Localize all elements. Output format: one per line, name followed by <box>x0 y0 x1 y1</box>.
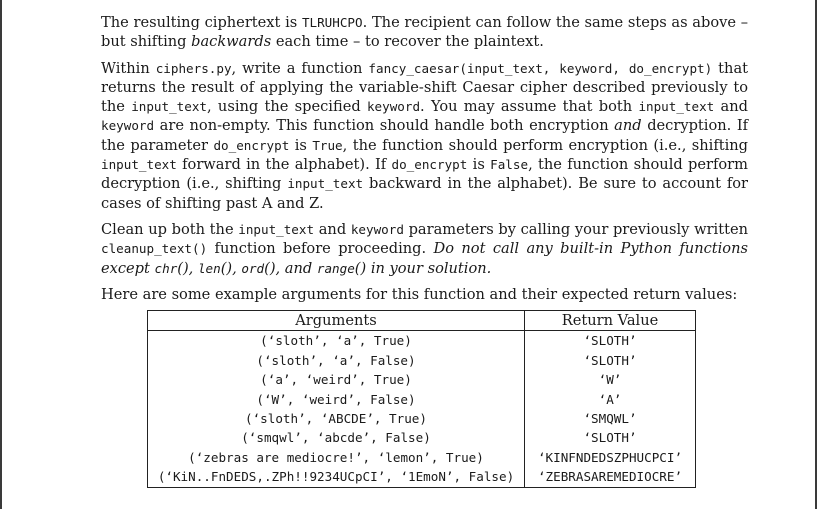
value-code: False <box>490 157 529 173</box>
text: . The recipient can follow the same steps as above – but shifting <box>101 14 748 51</box>
text: forward in the alphabet). If <box>176 156 392 174</box>
return-cell: ‘SLOTH’ <box>525 351 696 370</box>
arguments-cell: (‘sloth’, ‘ABCDE’, True) <box>148 409 525 428</box>
function-code: len <box>197 260 221 276</box>
text: is <box>289 136 313 154</box>
text: (), and <box>264 259 317 277</box>
arguments-cell: (‘zebras are mediocre!’, ‘lemon’, True) <box>148 448 525 467</box>
emphasis-backwards: backwards <box>191 33 272 51</box>
text: (), <box>177 259 198 277</box>
text: are non-empty. This function should handle both encryption <box>154 117 615 135</box>
arguments-cell: (‘smqwl’, ‘abcde’, False) <box>148 428 525 447</box>
examples-table <box>147 310 696 488</box>
ciphertext-code: TLRUHCPO <box>301 15 363 30</box>
table-header-row <box>148 311 696 331</box>
text: , write a function <box>231 59 369 77</box>
param-code: input_text <box>131 99 208 115</box>
emphasis-and: and <box>614 117 642 135</box>
paragraph-ciphertext <box>101 13 748 52</box>
table-row <box>148 370 696 389</box>
text: decryption. If the parameter <box>101 117 749 154</box>
return-cell: ‘SLOTH’ <box>525 331 696 351</box>
text: , using the specified <box>207 98 367 116</box>
filename-code: ciphers.py <box>155 60 232 76</box>
document-body <box>101 13 748 311</box>
text: backward in the alphabet). Be sure to account for cases of shifting past A and Z. <box>101 175 748 212</box>
table-row <box>148 428 696 447</box>
param-code: input_text <box>638 99 715 115</box>
paragraph-cleanup <box>101 220 748 278</box>
return-cell: ‘KINFNDEDSZPHUCPCI’ <box>525 448 696 467</box>
return-cell: ‘SLOTH’ <box>525 428 696 447</box>
table-row <box>148 390 696 409</box>
function-code: cleanup_text() <box>101 241 208 257</box>
text: function before proceeding. <box>207 240 434 258</box>
function-code: ord <box>241 260 265 276</box>
text: and <box>714 98 748 116</box>
text: The resulting ciphertext is <box>101 14 302 31</box>
text: and <box>314 220 351 238</box>
text: is <box>467 156 491 174</box>
paragraph-examples-intro: Here are some example arguments for this function and their expected return values: <box>101 285 738 303</box>
text: , the function should perform encryption (i.e., shifting <box>342 136 748 154</box>
param-code: input_text <box>101 157 177 173</box>
header-return-value: Return Value <box>525 311 696 331</box>
arguments-cell: (‘a’, ‘weird’, True) <box>148 370 525 389</box>
table-row <box>148 448 696 467</box>
return-cell: ‘ZEBRASAREMEDIOCRE’ <box>525 467 696 487</box>
arguments-cell: (‘sloth’, ‘a’, True) <box>148 331 525 351</box>
table-row <box>148 467 696 487</box>
text: Do not call any built-in Python functions except <box>101 240 748 277</box>
table-row <box>148 351 696 370</box>
function-code: chr <box>154 260 178 276</box>
param-code: keyword <box>350 221 404 237</box>
param-code: do_encrypt <box>213 137 290 153</box>
paragraph-function-spec <box>101 59 748 213</box>
text: , the function should perform decryption (i.e., shifting <box>101 156 748 193</box>
text: parameters by calling your previously written <box>403 220 748 238</box>
return-cell: ‘A’ <box>525 390 696 409</box>
param-code: do_encrypt <box>391 157 468 173</box>
param-code: keyword <box>366 99 421 115</box>
header-arguments: Arguments <box>148 311 525 331</box>
table-row <box>148 331 696 351</box>
arguments-cell: (‘W’, ‘weird’, False) <box>148 390 525 409</box>
return-cell: ‘W’ <box>525 370 696 389</box>
text: each time – to recover the plaintext. <box>271 33 544 51</box>
table-row <box>148 409 696 428</box>
param-code: input_text <box>287 176 364 192</box>
param-code: input_text <box>238 221 315 237</box>
function-code: range <box>316 260 355 276</box>
text: that returns the result of applying the variable-shift Caesar cipher described previously to the <box>101 59 749 116</box>
param-code: keyword <box>101 118 155 134</box>
text: () in your solution. <box>354 259 492 277</box>
value-code: True <box>312 137 343 153</box>
return-cell: ‘SMQWL’ <box>525 409 696 428</box>
function-signature-code: fancy_caesar(input_text, keyword, do_encrypt) <box>368 60 713 76</box>
page-edge-left <box>0 0 2 509</box>
arguments-cell: (‘KiN..FnDEDS,.ZPh!!9234UCpCI’, ‘1EmoN’, False) <box>148 467 525 487</box>
text: (), <box>220 259 242 277</box>
arguments-cell: (‘sloth’, ‘a’, False) <box>148 351 525 370</box>
text: Within <box>101 59 156 77</box>
text: . You may assume that both <box>420 98 639 116</box>
text: Clean up both the <box>101 220 239 238</box>
